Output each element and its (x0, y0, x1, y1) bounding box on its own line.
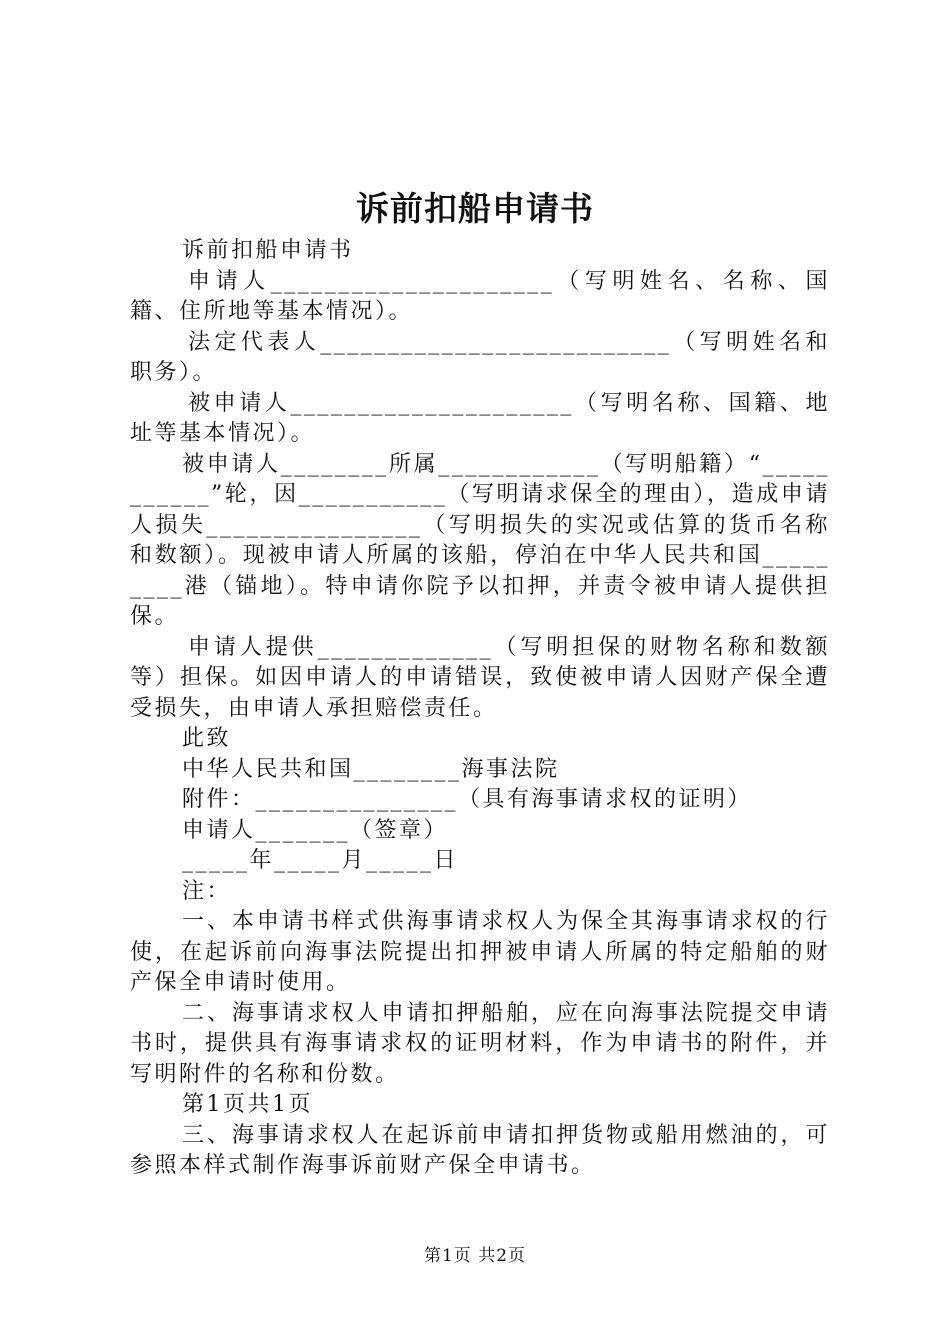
date-line: _____年_____月_____日 (182, 848, 459, 873)
inline-page-number: 第1页共1页 (182, 1092, 313, 1117)
salutation-line: 此致 (182, 726, 232, 751)
legal-representative-paragraph: 法定代表人__________________________（写明姓名和职务）。 (130, 329, 830, 385)
note-heading: 注： (182, 878, 232, 904)
page-footer: 第1页 共2页 (423, 1246, 527, 1266)
document-title: 诉前扣船申请书 (356, 189, 594, 228)
signature-line: 申请人_______（签章） (182, 817, 449, 843)
note-item-1: 一、本申请书样式供海事请求权人为保全其海事请求权的行使，在起诉前向海事法院提出扣押被申请人所属的特定船舶的财产保全申请时使用。 (130, 909, 830, 995)
document-body (130, 236, 830, 1182)
applicant-paragraph: 申请人_____________________（写明姓名、名称、国籍、住所地等基本情况）。 (130, 268, 830, 324)
heading-line: 诉前扣船申请书 (182, 238, 354, 263)
note-item-2: 二、海事请求权人申请扣押船舶，应在向海事法院提交申请书时，提供具有海事请求权的证明材料，作为申请书的附件，并写明附件的名称和份数。 (130, 1000, 830, 1087)
note-item-3: 三、海事请求权人在起诉前申请扣押货物或船用燃油的，可参照本样式制作海事诉前财产保全申请书。 (130, 1122, 830, 1178)
respondent-paragraph: 被申请人_____________________（写明名称、国籍、地址等基本情况）。 (130, 390, 830, 446)
court-line: 中华人民共和国________海事法院 (182, 756, 560, 782)
guarantee-paragraph: 申请人提供_____________（写明担保的财物名称和数额等）担保。如因申请人的申请错误，致使被申请人因财产保全遭受损失，由申请人承担赔偿责任。 (130, 634, 830, 721)
attachment-line: 附件：_______________（具有海事请求权的证明） (182, 787, 753, 812)
vessel-detention-paragraph: 被申请人________所属____________（写明船籍）“___________”轮，因___________（写明请求保全的理由），造成申请人损失________________（写明损失的实况或估算的货币名称和数额）。现被申请人所属的该船，停泊在中华人民共和国_________港（锚地）。特申请你院予以扣押，并责令被申请人提供担保。 (130, 451, 830, 629)
